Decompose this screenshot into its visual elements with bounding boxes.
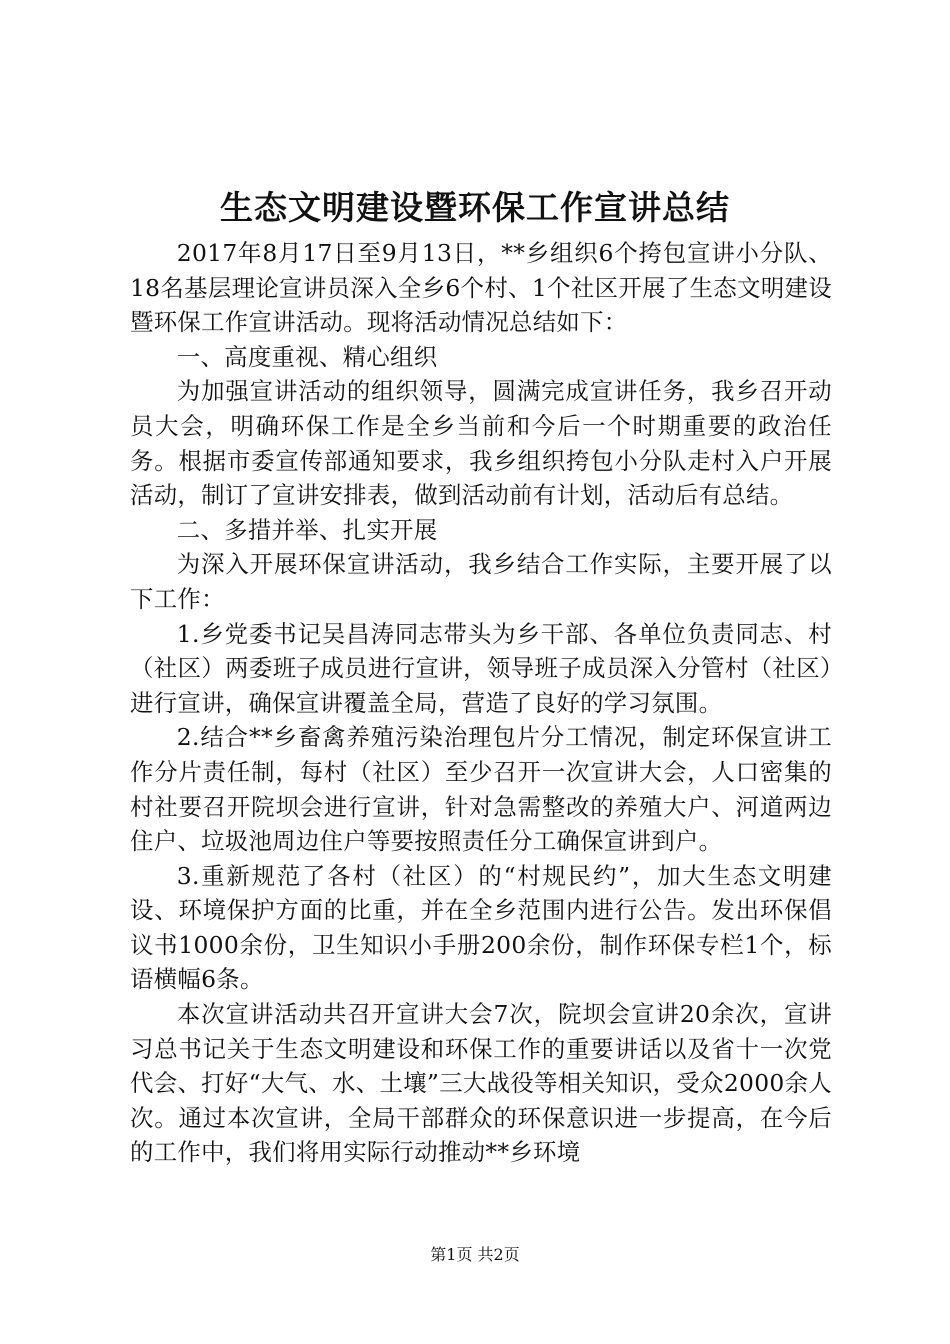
section-heading-2: 二、多措并举、扎实开展 bbox=[176, 515, 438, 544]
section-heading-1: 一、高度重视、精心组织 bbox=[176, 342, 438, 371]
page-number: 第1页 共2页 bbox=[430, 1245, 520, 1264]
list-item-2: 2.结合**乡畜禽养殖污染治理包片分工情况，制定环保宣讲工作分片责任制，每村（社区）至少召开一次宣讲大会，人口密集的村社要召开院坝会进行宣讲，针对急需整改的养殖大户、河道两边住户、垃圾池周边住户等要按照责任分工确保宣讲到户。 bbox=[130, 723, 832, 856]
document-title: 生态文明建设暨环保工作宣讲总结 bbox=[220, 188, 730, 227]
paragraph-section-1: 为加强宣讲活动的组织领导，圆满完成宣讲任务，我乡召开动员大会，明确环保工作是全乡当前和今后一个时期重要的政治任务。根据市委宣传部通知要求，我乡组织挎包小分队走村入户开展活动，制订了宣讲安排表，做到活动前有计划，活动后有总结。 bbox=[130, 377, 832, 510]
list-item-1: 1.乡党委书记吴昌涛同志带头为乡干部、各单位负责同志、村（社区）两委班子成员进行宣讲，领导班子成员深入分管村（社区）进行宣讲，确保宣讲覆盖全局，营造了良好的学习氛围。 bbox=[130, 619, 832, 717]
document-body bbox=[130, 236, 832, 1170]
paragraph-section-2-intro: 为深入开展环保宣讲活动，我乡结合工作实际，主要开展了以下工作： bbox=[130, 550, 832, 613]
paragraph-summary: 本次宣讲活动共召开宣讲大会7次，院坝会宣讲20余次，宣讲习总书记关于生态文明建设和环保工作的重要讲话以及省十一次党代会、打好“大气、水、土壤”三大战役等相关知识，受众2000余人次。通过本次宣讲，全局干部群众的环保意识进一步提高，在今后的工作中，我们将用实际行动推动**乡环境 bbox=[130, 1000, 832, 1167]
paragraph-intro: 2017年8月17日至9月13日，**乡组织6个挎包宣讲小分队、18名基层理论宣讲员深入全乡6个村、1个社区开展了生态文明建设暨环保工作宣讲活动。现将活动情况总结如下： bbox=[130, 239, 832, 337]
list-item-3: 3.重新规范了各村（社区）的“村规民约”，加大生态文明建设、环境保护方面的比重，并在全乡范围内进行公告。发出环保倡议书1000余份，卫生知识小手册200余份，制作环保专栏1个，标语横幅6条。 bbox=[130, 861, 832, 994]
